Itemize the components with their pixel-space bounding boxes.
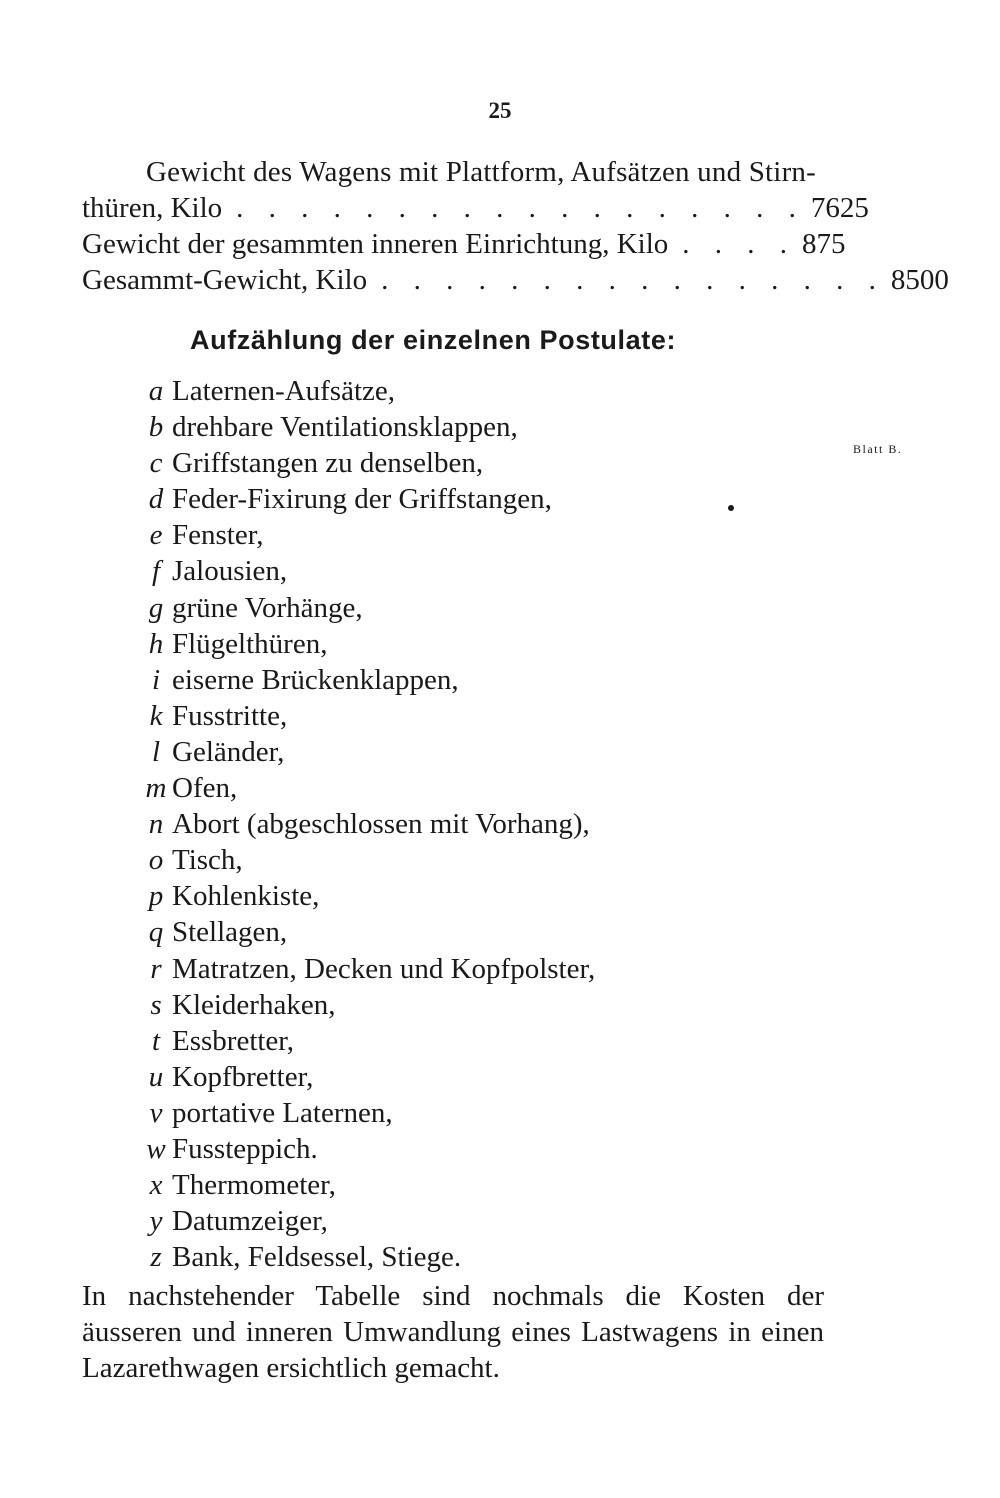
list-item: [140, 842, 595, 878]
item-letter: e: [149, 519, 163, 552]
section-heading: Aufzählung der einzelnen Postulate:: [190, 325, 677, 355]
item-letter: a: [148, 375, 164, 407]
item-text: Thermometer,: [172, 1169, 336, 1202]
item-text: Laternen-Aufsätze,: [172, 375, 396, 407]
item-text: Flügelthüren,: [172, 627, 328, 660]
weight-row-interior: [82, 226, 846, 262]
list-item: [140, 373, 595, 409]
list-item: [140, 1239, 595, 1275]
list-item: [140, 770, 595, 806]
weight-value: 875: [802, 228, 846, 260]
list-item: [140, 590, 595, 626]
list-item: [140, 951, 595, 987]
item-text: Fussteppich.: [172, 1132, 318, 1165]
list-item: [140, 1167, 595, 1203]
item-letter: t: [151, 1024, 161, 1057]
postulate-list: [140, 373, 595, 1275]
list-item: [140, 1023, 595, 1059]
item-letter: r: [150, 952, 162, 985]
item-text: Matratzen, Decken und Kopfpolster,: [172, 952, 596, 985]
leader-dots: . . . .: [682, 228, 797, 260]
item-text: Kohlenkiste,: [172, 880, 320, 913]
page-number: 25: [488, 98, 512, 123]
list-item: [140, 553, 595, 589]
item-text: Kleiderhaken,: [172, 988, 336, 1021]
weight-value: 7625: [810, 192, 869, 224]
item-text: Abort (abgeschlossen mit Vorhang),: [172, 808, 590, 841]
closing-paragraph-line: äusseren und inneren Umwandlung eines Lastwagens in einen: [82, 1316, 824, 1348]
item-letter: n: [148, 808, 164, 841]
list-item: [140, 698, 595, 734]
item-letter: g: [148, 591, 164, 624]
item-letter: x: [149, 1169, 163, 1202]
leader-dots: . . . . . . . . . . . . . . . . . .: [236, 192, 805, 224]
item-letter: o: [148, 844, 164, 877]
item-letter: u: [148, 1060, 164, 1093]
item-letter: p: [148, 880, 164, 913]
item-text: Geländer,: [172, 735, 285, 768]
item-letter: v: [149, 1096, 163, 1129]
item-text: Ofen,: [172, 772, 238, 805]
item-text: Griffstangen zu denselben,: [172, 447, 484, 480]
list-item: [140, 1059, 595, 1095]
item-letter: f: [151, 555, 161, 588]
list-item: [140, 662, 595, 698]
item-text: Feder-Fixirung der Griffstangen,: [172, 483, 552, 516]
item-letter: c: [149, 447, 163, 480]
list-item: [140, 878, 595, 914]
item-letter: z: [150, 1241, 162, 1274]
item-text: Tisch,: [172, 844, 243, 877]
item-text: Fusstritte,: [172, 699, 288, 732]
item-letter: s: [150, 988, 162, 1021]
list-item: [140, 517, 595, 553]
list-item: [140, 445, 595, 481]
weight-line-1: Gewicht des Wagens mit Plattform, Aufsätzen und Stirn-: [146, 156, 816, 188]
weight-label: thüren, Kilo: [82, 192, 223, 224]
weight-value: 8500: [890, 264, 949, 296]
closing-paragraph-line: In nachstehender Tabelle sind nochmals die Kosten der: [82, 1280, 824, 1312]
item-text: portative Laternen,: [172, 1096, 393, 1129]
ink-dot: [728, 505, 734, 511]
item-text: Kopfbretter,: [172, 1060, 314, 1093]
item-letter: b: [148, 411, 164, 444]
item-letter: i: [151, 663, 161, 696]
item-letter: q: [148, 916, 164, 949]
item-text: grüne Vorhänge,: [172, 591, 363, 624]
item-text: Essbretter,: [172, 1024, 295, 1057]
list-item: [140, 1131, 595, 1167]
item-text: drehbare Ventilationsklappen,: [172, 411, 518, 444]
list-item: [140, 734, 595, 770]
item-letter: k: [149, 699, 163, 732]
list-item: [140, 481, 595, 517]
list-item: [140, 987, 595, 1023]
item-text: Bank, Feldsessel, Stiege.: [172, 1241, 462, 1274]
closing-paragraph-line: Lazarethwagen ersichtlich gemacht.: [82, 1352, 500, 1384]
item-letter: m: [145, 772, 167, 805]
item-letter: h: [148, 627, 164, 660]
weight-row-total: [82, 262, 949, 298]
leader-dots: . . . . . . . . . . . . . . . .: [381, 264, 885, 296]
item-letter: l: [151, 735, 161, 768]
item-text: Fenster,: [172, 519, 264, 552]
item-text: Stellagen,: [172, 916, 288, 949]
weight-row-wagon: [82, 190, 869, 226]
list-item: [140, 626, 595, 662]
list-item: [140, 914, 595, 950]
margin-note: Blatt B.: [853, 442, 903, 456]
list-item: [140, 1095, 595, 1131]
item-letter: w: [146, 1132, 166, 1165]
list-item: [140, 409, 595, 445]
weight-label: Gesammt-Gewicht, Kilo: [82, 264, 368, 296]
weight-label: Gewicht der gesammten inneren Einrichtung, Kilo: [82, 228, 669, 260]
item-text: eiserne Brückenklappen,: [172, 663, 459, 696]
list-item: [140, 806, 595, 842]
item-letter: d: [148, 483, 164, 516]
item-text: Jalousien,: [172, 555, 288, 588]
item-letter: y: [149, 1205, 163, 1238]
list-item: [140, 1203, 595, 1239]
item-text: Datumzeiger,: [172, 1205, 328, 1238]
